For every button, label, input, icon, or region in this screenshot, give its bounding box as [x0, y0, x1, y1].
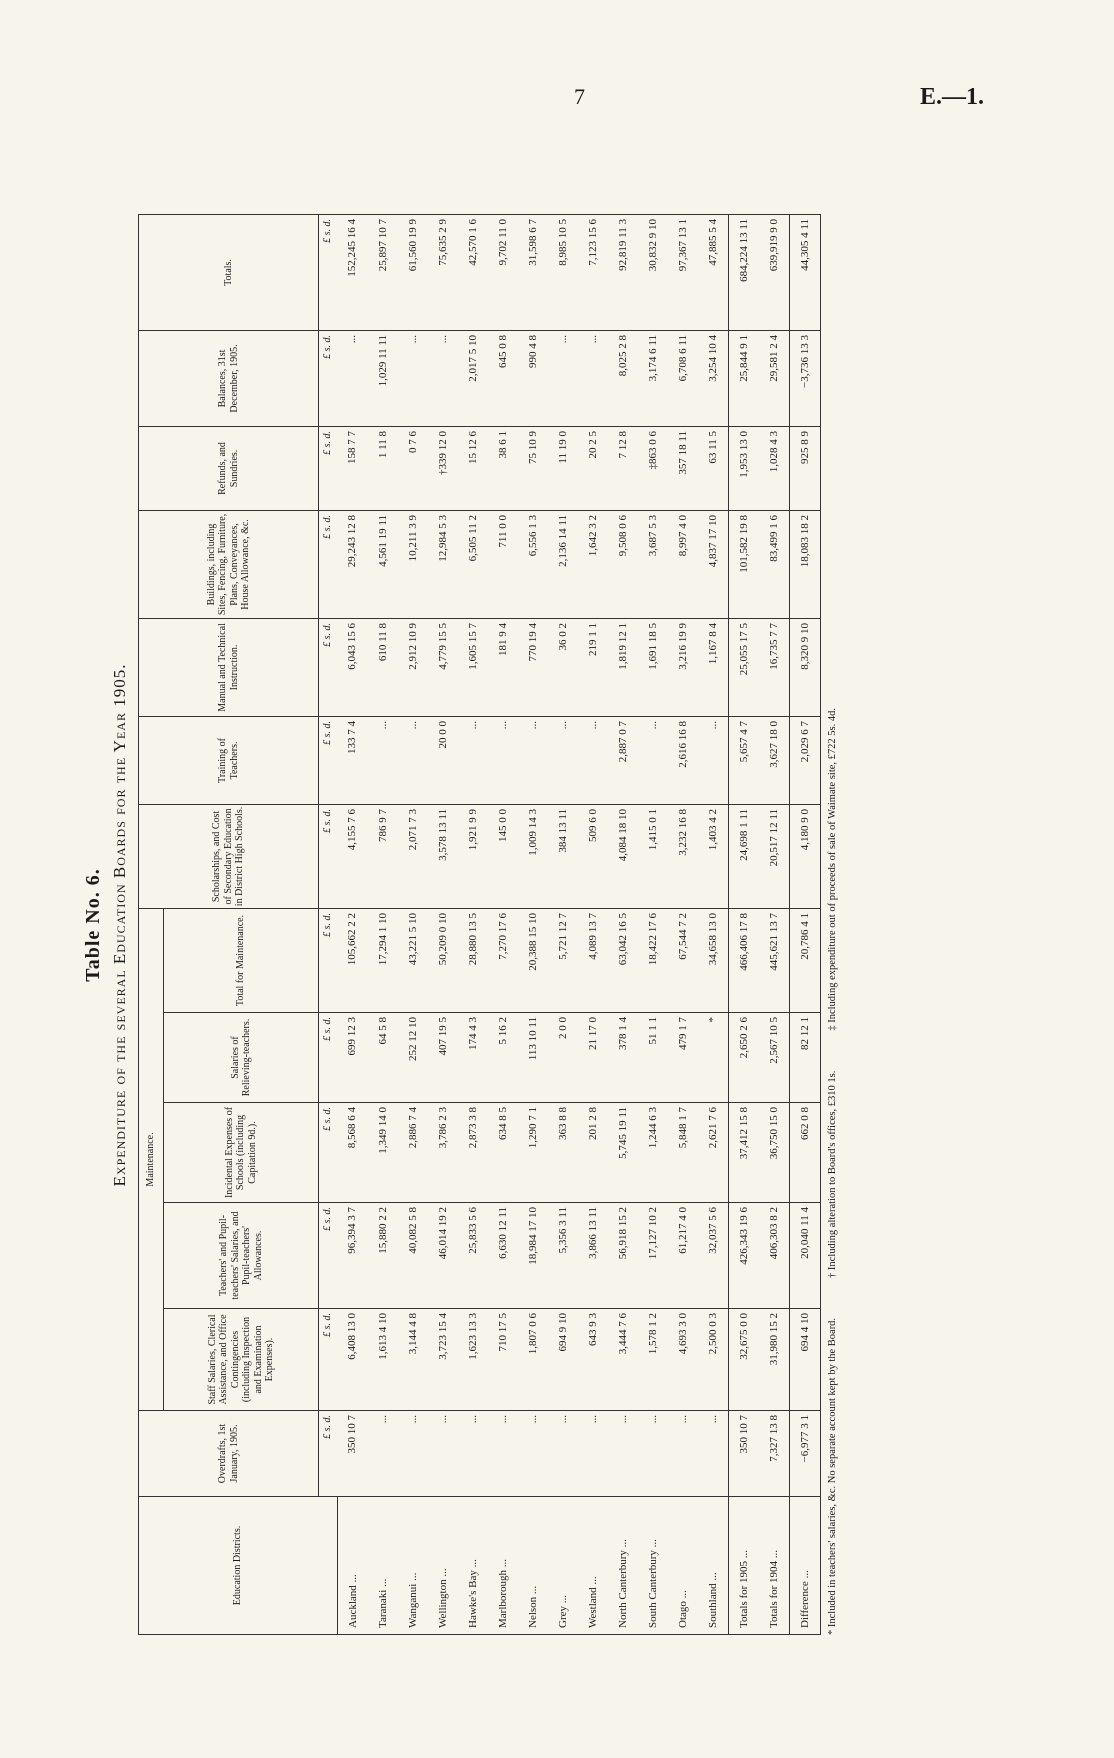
amount-cell: 694 4 10 — [789, 1309, 820, 1411]
amount-cell: 5,657 4 7 — [728, 716, 759, 804]
district-cell: Southland ... — [698, 1497, 729, 1635]
amount-cell: 44,305 4 11 — [789, 214, 820, 330]
amount-cell: 3,866 13 11 — [578, 1203, 608, 1309]
amount-cell: ... — [698, 716, 729, 804]
column-header: Total for Maintenance. — [164, 908, 319, 1012]
amount-cell: 8,320 9 10 — [789, 618, 820, 716]
amount-cell: 3,232 16 8 — [668, 804, 698, 908]
units-label: £ s. d. — [319, 804, 338, 908]
table-row — [608, 214, 638, 1634]
amount-cell: 925 8 9 — [789, 426, 820, 510]
amount-cell: 92,819 11 3 — [608, 214, 638, 330]
amount-cell: 97,367 13 1 — [668, 214, 698, 330]
column-header: Salaries of Relieving-teachers. — [164, 1013, 319, 1103]
amount-cell: 20,388 15 10 — [518, 908, 548, 1012]
amount-cell: 83,499 1 6 — [759, 510, 790, 618]
expenditure-table — [138, 214, 821, 1635]
amount-cell: 28,880 13 5 — [458, 908, 488, 1012]
amount-cell: 75 10 9 — [518, 426, 548, 510]
amount-cell: 2,873 3 8 — [458, 1103, 488, 1203]
amount-cell: 113 10 11 — [518, 1013, 548, 1103]
amount-cell: 350 10 7 — [728, 1411, 759, 1497]
amount-cell: 2,500 0 3 — [698, 1309, 729, 1411]
amount-cell: 6,708 6 11 — [668, 330, 698, 426]
amount-cell: 4,779 15 5 — [428, 618, 458, 716]
amount-cell: 1,167 8 4 — [698, 618, 729, 716]
amount-cell: 2,886 7 4 — [398, 1103, 428, 1203]
amount-cell: 786 9 7 — [368, 804, 398, 908]
amount-cell: 1,028 4 3 — [759, 426, 790, 510]
column-header: Buildings, including Sites, Fencing, Furniture, Plans, Conveyances, House Allowance, &c. — [139, 510, 319, 618]
amount-cell: 1,807 0 6 — [518, 1309, 548, 1411]
amount-cell: ... — [337, 330, 368, 426]
units-label: £ s. d. — [319, 510, 338, 618]
amount-cell: 37,412 15 8 — [728, 1103, 759, 1203]
amount-cell: 3,254 10 4 — [698, 330, 729, 426]
amount-cell: 20,040 11 4 — [789, 1203, 820, 1309]
amount-cell: 2,621 7 6 — [698, 1103, 729, 1203]
amount-cell: 3,786 2 3 — [428, 1103, 458, 1203]
amount-cell: 7,270 17 6 — [488, 908, 518, 1012]
amount-cell: 61,560 19 9 — [398, 214, 428, 330]
amount-cell: 29,581 2 4 — [759, 330, 790, 426]
amount-cell: 31,598 6 7 — [518, 214, 548, 330]
amount-cell: ... — [638, 716, 668, 804]
table-subtitle: Expenditure of the several Education Boards for the Year 1905. — [110, 663, 129, 1187]
amount-cell: 63,042 16 5 — [608, 908, 638, 1012]
table-row — [518, 214, 548, 1634]
amount-cell: 29,243 12 8 — [337, 510, 368, 618]
amount-cell: 20,786 4 1 — [789, 908, 820, 1012]
amount-cell: 145 0 0 — [488, 804, 518, 908]
amount-cell: 133 7 4 — [337, 716, 368, 804]
table-title: Table No. 6. — [82, 868, 104, 982]
amount-cell: 20 0 0 — [428, 716, 458, 804]
amount-cell: 174 4 3 — [458, 1013, 488, 1103]
amount-cell: 684,224 13 11 — [728, 214, 759, 330]
amount-cell: 25,055 17 5 — [728, 618, 759, 716]
amount-cell: 152,245 16 4 — [337, 214, 368, 330]
amount-cell: ... — [368, 1411, 398, 1497]
amount-cell: 61,217 4 0 — [668, 1203, 698, 1309]
district-cell: Nelson ... — [518, 1497, 548, 1635]
district-cell: Marlborough ... — [488, 1497, 518, 1635]
amount-cell: ... — [458, 1411, 488, 1497]
rotated-table-area — [60, 145, 1060, 1705]
amount-cell: 5,356 3 11 — [548, 1203, 578, 1309]
amount-cell: 466,406 17 8 — [728, 908, 759, 1012]
amount-cell: 10,211 3 9 — [398, 510, 428, 618]
amount-cell: ... — [518, 1411, 548, 1497]
table-row — [398, 214, 428, 1634]
amount-cell: 2,650 2 6 — [728, 1013, 759, 1103]
amount-cell: 1,691 18 5 — [638, 618, 668, 716]
amount-cell: 82 12 1 — [789, 1013, 820, 1103]
amount-cell: 15 12 6 — [458, 426, 488, 510]
amount-cell: 711 0 0 — [488, 510, 518, 618]
amount-cell: 32,037 5 6 — [698, 1203, 729, 1309]
table-row — [337, 214, 368, 1634]
amount-cell: −3,736 13 3 — [789, 330, 820, 426]
amount-cell: 38 6 1 — [488, 426, 518, 510]
amount-cell: 158 7 7 — [337, 426, 368, 510]
column-header: Staff Salaries, Clerical Assistance, and Office Contingencies (including Inspection and Examination Expenses). — [164, 1309, 319, 1411]
amount-cell: 6,043 15 6 — [337, 618, 368, 716]
amount-cell: −6,977 3 1 — [789, 1411, 820, 1497]
column-header: Overdrafts, 1st January, 1905. — [139, 1411, 319, 1497]
amount-cell: ... — [518, 716, 548, 804]
amount-cell: 6,556 1 3 — [518, 510, 548, 618]
amount-cell: ... — [428, 330, 458, 426]
amount-cell: 46,014 19 2 — [428, 1203, 458, 1309]
amount-cell: 1,613 4 10 — [368, 1309, 398, 1411]
amount-cell: 662 0 8 — [789, 1103, 820, 1203]
amount-cell: * — [698, 1013, 729, 1103]
amount-cell: 1,415 0 1 — [638, 804, 668, 908]
amount-cell: 18,083 18 2 — [789, 510, 820, 618]
amount-cell: 31,980 15 2 — [759, 1309, 790, 1411]
amount-cell: 1,029 11 11 — [368, 330, 398, 426]
amount-cell: 201 2 8 — [578, 1103, 608, 1203]
amount-cell: 1,578 1 2 — [638, 1309, 668, 1411]
amount-cell: 1,009 14 3 — [518, 804, 548, 908]
amount-cell: 63 11 5 — [698, 426, 729, 510]
amount-cell: 5,745 19 11 — [608, 1103, 638, 1203]
amount-cell: 8,985 10 5 — [548, 214, 578, 330]
amount-cell: 4,155 7 6 — [337, 804, 368, 908]
table-row — [368, 214, 398, 1634]
amount-cell: 18,984 17 10 — [518, 1203, 548, 1309]
amount-cell: ... — [608, 1411, 638, 1497]
page-number: 7 — [574, 84, 585, 109]
amount-cell: 18,422 17 6 — [638, 908, 668, 1012]
amount-cell: 1,605 15 7 — [458, 618, 488, 716]
table-row — [698, 214, 729, 1634]
amount-cell: 407 19 5 — [428, 1013, 458, 1103]
totals-row — [759, 214, 790, 1634]
amount-cell: 25,897 10 7 — [368, 214, 398, 330]
amount-cell: 350 10 7 — [337, 1411, 368, 1497]
amount-cell: ... — [368, 716, 398, 804]
district-cell: Totals for 1905 ... — [728, 1497, 759, 1635]
amount-cell: ... — [668, 1411, 698, 1497]
district-cell: Grey ... — [548, 1497, 578, 1635]
amount-cell: 20,517 12 11 — [759, 804, 790, 908]
table-row — [668, 214, 698, 1634]
amount-cell: 101,582 19 8 — [728, 510, 759, 618]
amount-cell: 96,394 3 7 — [337, 1203, 368, 1309]
amount-cell: 610 11 8 — [368, 618, 398, 716]
units-label: £ s. d. — [319, 618, 338, 716]
units-label: £ s. d. — [319, 716, 338, 804]
amount-cell: ... — [458, 716, 488, 804]
amount-cell: 4,084 18 10 — [608, 804, 638, 908]
district-cell: Wellington ... — [428, 1497, 458, 1635]
district-cell: Auckland ... — [337, 1497, 368, 1635]
table-row — [578, 214, 608, 1634]
amount-cell: ... — [548, 716, 578, 804]
amount-cell: 7,327 13 8 — [759, 1411, 790, 1497]
amount-cell: 2,029 6 7 — [789, 716, 820, 804]
units-label: £ s. d. — [319, 214, 338, 330]
amount-cell: 21 17 0 — [578, 1013, 608, 1103]
amount-cell: 4,561 19 11 — [368, 510, 398, 618]
column-header: Education Districts. — [139, 1497, 338, 1635]
units-label: £ s. d. — [319, 426, 338, 510]
units-label: £ s. d. — [319, 1103, 338, 1203]
amount-cell: ... — [488, 1411, 518, 1497]
amount-cell: 51 1 1 — [638, 1013, 668, 1103]
district-cell: Wanganui ... — [398, 1497, 428, 1635]
amount-cell: ... — [698, 1411, 729, 1497]
amount-cell: 56,918 15 2 — [608, 1203, 638, 1309]
units-label: £ s. d. — [319, 1013, 338, 1103]
amount-cell: 40,082 5 8 — [398, 1203, 428, 1309]
amount-cell: 426,343 19 6 — [728, 1203, 759, 1309]
amount-cell: 36 0 2 — [548, 618, 578, 716]
amount-cell: 479 1 7 — [668, 1013, 698, 1103]
amount-cell: 357 18 11 — [668, 426, 698, 510]
amount-cell: 3,216 19 9 — [668, 618, 698, 716]
amount-cell: 3,687 5 3 — [638, 510, 668, 618]
column-header: Teachers' and Pupil-teachers' Salaries, and Pupil-teachers' Allowances. — [164, 1203, 319, 1309]
footnote: ‡ Including expenditure out of proceeds of sale of Waimate site, £722 5s. 4d. — [827, 708, 838, 1031]
amount-cell: 6,630 12 11 — [488, 1203, 518, 1309]
amount-cell: 4,837 17 10 — [698, 510, 729, 618]
table-row — [428, 214, 458, 1634]
amount-cell: ... — [578, 1411, 608, 1497]
amount-cell: 75,635 2 9 — [428, 214, 458, 330]
amount-cell: ... — [398, 1411, 428, 1497]
amount-cell: 2,136 14 11 — [548, 510, 578, 618]
amount-cell: 6,505 11 2 — [458, 510, 488, 618]
amount-cell: 645 0 8 — [488, 330, 518, 426]
district-cell: North Canterbury ... — [608, 1497, 638, 1635]
amount-cell: 1,623 13 3 — [458, 1309, 488, 1411]
table-row — [488, 214, 518, 1634]
amount-cell: 2,567 10 5 — [759, 1013, 790, 1103]
amount-cell: 8,997 4 0 — [668, 510, 698, 618]
amount-cell: 15,880 2 2 — [368, 1203, 398, 1309]
totals-row — [728, 214, 759, 1634]
amount-cell: 2,071 7 3 — [398, 804, 428, 908]
amount-cell: 445,621 13 7 — [759, 908, 790, 1012]
column-header: Refunds, and Sundries. — [139, 426, 319, 510]
units-label: £ s. d. — [319, 1411, 338, 1497]
amount-cell: 509 6 0 — [578, 804, 608, 908]
amount-cell: ... — [428, 1411, 458, 1497]
amount-cell: 24,698 1 11 — [728, 804, 759, 908]
amount-cell: 699 12 3 — [337, 1013, 368, 1103]
units-label: £ s. d. — [319, 330, 338, 426]
district-cell: Totals for 1904 ... — [759, 1497, 790, 1635]
district-cell: Hawke's Bay ... — [458, 1497, 488, 1635]
amount-cell: 1,642 3 2 — [578, 510, 608, 618]
amount-cell: 5 16 2 — [488, 1013, 518, 1103]
amount-cell: 384 13 11 — [548, 804, 578, 908]
amount-cell: 30,832 9 10 — [638, 214, 668, 330]
footnote: * Included in teachers' salaries, &c. No separate account kept by the Board. — [827, 1317, 838, 1635]
amount-cell: ... — [578, 716, 608, 804]
amount-cell: 363 8 8 — [548, 1103, 578, 1203]
units-label: £ s. d. — [319, 908, 338, 1012]
amount-cell: 7 12 8 — [608, 426, 638, 510]
district-cell: South Canterbury ... — [638, 1497, 668, 1635]
amount-cell: 2 0 0 — [548, 1013, 578, 1103]
column-header: Totals. — [139, 214, 319, 330]
amount-cell: 378 1 4 — [608, 1013, 638, 1103]
district-cell: Difference ... — [789, 1497, 820, 1635]
amount-cell: 643 9 3 — [578, 1309, 608, 1411]
amount-cell: 43,221 5 10 — [398, 908, 428, 1012]
amount-cell: 6,408 13 0 — [337, 1309, 368, 1411]
column-header: Scholarships, and Cost of Secondary Education in District High Schools. — [139, 804, 319, 908]
column-header: Balances, 31st December, 1905. — [139, 330, 319, 426]
amount-cell: 16,735 7 7 — [759, 618, 790, 716]
amount-cell: 17,294 1 10 — [368, 908, 398, 1012]
amount-cell: 406,303 8 2 — [759, 1203, 790, 1309]
amount-cell: 3,444 7 6 — [608, 1309, 638, 1411]
amount-cell: 105,662 2 2 — [337, 908, 368, 1012]
amount-cell: 25,833 5 6 — [458, 1203, 488, 1309]
amount-cell: 3,627 18 0 — [759, 716, 790, 804]
amount-cell: 990 4 8 — [518, 330, 548, 426]
amount-cell: 34,658 13 0 — [698, 908, 729, 1012]
page-reference: E.—1. — [920, 84, 985, 110]
units-label: £ s. d. — [319, 1309, 338, 1411]
units-label: £ s. d. — [319, 1203, 338, 1309]
amount-cell: 4,089 13 7 — [578, 908, 608, 1012]
amount-cell: 252 12 10 — [398, 1013, 428, 1103]
amount-cell: 1,244 6 3 — [638, 1103, 668, 1203]
table-row — [548, 214, 578, 1634]
amount-cell: 32,675 0 0 — [728, 1309, 759, 1411]
amount-cell: 7,123 15 6 — [578, 214, 608, 330]
amount-cell: 36,750 15 0 — [759, 1103, 790, 1203]
amount-cell: 634 8 5 — [488, 1103, 518, 1203]
amount-cell: 694 9 10 — [548, 1309, 578, 1411]
amount-cell: 181 9 4 — [488, 618, 518, 716]
amount-cell: ... — [398, 330, 428, 426]
amount-cell: 47,885 5 4 — [698, 214, 729, 330]
amount-cell: 67,544 7 2 — [668, 908, 698, 1012]
amount-cell: 9,508 0 6 — [608, 510, 638, 618]
amount-cell: ... — [488, 716, 518, 804]
amount-cell: 11 19 0 — [548, 426, 578, 510]
amount-cell: 1,921 9 9 — [458, 804, 488, 908]
amount-cell: ... — [548, 330, 578, 426]
amount-cell: 2,912 10 9 — [398, 618, 428, 716]
amount-cell: 2,616 16 8 — [668, 716, 698, 804]
amount-cell: 50,209 0 10 — [428, 908, 458, 1012]
amount-cell: 5,721 12 7 — [548, 908, 578, 1012]
amount-cell: ‡863 0 6 — [638, 426, 668, 510]
amount-cell: ... — [638, 1411, 668, 1497]
district-cell: Westland ... — [578, 1497, 608, 1635]
amount-cell: 64 5 8 — [368, 1013, 398, 1103]
amount-cell: 3,578 13 11 — [428, 804, 458, 908]
amount-cell: ... — [398, 716, 428, 804]
amount-cell: 25,844 9 1 — [728, 330, 759, 426]
amount-cell: 17,127 10 2 — [638, 1203, 668, 1309]
amount-cell: 710 17 5 — [488, 1309, 518, 1411]
amount-cell: 3,174 6 11 — [638, 330, 668, 426]
amount-cell: 2,887 0 7 — [608, 716, 638, 804]
amount-cell: 1,819 12 1 — [608, 618, 638, 716]
table-row — [458, 214, 488, 1634]
amount-cell: 9,702 11 0 — [488, 214, 518, 330]
amount-cell: 770 19 4 — [518, 618, 548, 716]
amount-cell: 5,848 1 7 — [668, 1103, 698, 1203]
amount-cell: 42,570 1 6 — [458, 214, 488, 330]
column-header: Incidental Expenses of Schools (including Capitation 9d.). — [164, 1103, 319, 1203]
amount-cell: 4,693 3 0 — [668, 1309, 698, 1411]
footnotes — [827, 215, 838, 1635]
amount-cell: 0 7 6 — [398, 426, 428, 510]
amount-cell: 20 2 5 — [578, 426, 608, 510]
difference-row — [789, 214, 820, 1634]
amount-cell: 8,568 6 4 — [337, 1103, 368, 1203]
maintenance-group-header: Maintenance. — [139, 908, 164, 1410]
district-cell: Otago ... — [668, 1497, 698, 1635]
amount-cell: ... — [548, 1411, 578, 1497]
amount-cell: 1 11 8 — [368, 426, 398, 510]
amount-cell: 3,723 15 4 — [428, 1309, 458, 1411]
amount-cell: 1,290 7 1 — [518, 1103, 548, 1203]
amount-cell: 12,984 5 3 — [428, 510, 458, 618]
column-header: Training of Teachers. — [139, 716, 319, 804]
amount-cell: 4,180 9 0 — [789, 804, 820, 908]
amount-cell: 2,017 5 10 — [458, 330, 488, 426]
amount-cell: 1,349 14 0 — [368, 1103, 398, 1203]
amount-cell: 1,953 13 0 — [728, 426, 759, 510]
amount-cell: 1,403 4 2 — [698, 804, 729, 908]
amount-cell: 3,144 4 8 — [398, 1309, 428, 1411]
amount-cell: 219 1 1 — [578, 618, 608, 716]
amount-cell: ... — [578, 330, 608, 426]
district-cell: Taranaki ... — [368, 1497, 398, 1635]
column-header: Manual and Technical Instruction. — [139, 618, 319, 716]
amount-cell: 8,025 2 8 — [608, 330, 638, 426]
footnote: † Including alteration to Board's offices, £310 1s. — [827, 1070, 838, 1278]
amount-cell: 639,919 9 0 — [759, 214, 790, 330]
table-row — [638, 214, 668, 1634]
amount-cell: †339 12 0 — [428, 426, 458, 510]
